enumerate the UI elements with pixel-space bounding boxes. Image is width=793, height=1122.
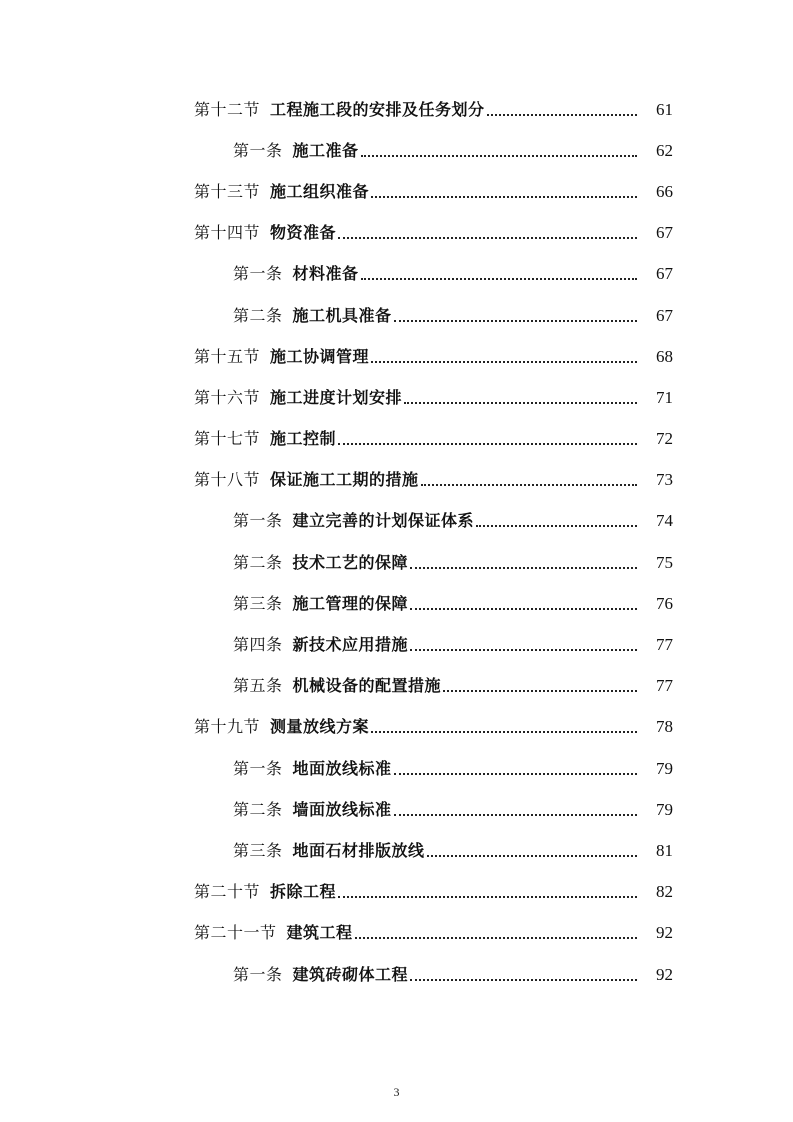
toc-entry[interactable] [0, 254, 793, 295]
toc-entry-page: 78 [656, 717, 673, 737]
toc-entry[interactable] [0, 830, 793, 871]
dot-leader [371, 731, 637, 733]
toc-entry-number: 第三条 [233, 840, 283, 860]
toc-entry-page: 79 [656, 758, 673, 778]
toc-entry[interactable] [0, 666, 793, 707]
toc-entry-number: 第十九节 [194, 717, 261, 737]
toc-entry-number: 第十六节 [194, 387, 261, 407]
toc-entry-page: 82 [656, 882, 673, 902]
toc-entry-title: 墙面放线标准 [292, 799, 392, 819]
toc-entry-page: 92 [656, 923, 673, 943]
dot-leader [338, 443, 637, 445]
toc-entry-page: 92 [656, 964, 673, 984]
dot-leader [410, 608, 637, 610]
toc-entry-title: 施工组织准备 [270, 181, 370, 201]
dot-leader [371, 196, 637, 198]
toc-entry-page: 61 [656, 99, 673, 119]
toc-entry-number: 第二十一节 [194, 923, 277, 943]
toc-entry-number: 第十三节 [194, 181, 261, 201]
toc-entry-title: 地面石材排版放线 [292, 840, 425, 860]
toc-entry-page: 77 [656, 676, 673, 696]
toc-entry-page: 77 [656, 635, 673, 655]
toc-entry-page: 62 [656, 140, 673, 160]
toc-entry-title: 施工准备 [292, 140, 359, 160]
dot-leader [427, 855, 637, 857]
toc-entry-number: 第二十节 [194, 882, 261, 902]
toc-entry-title: 施工控制 [270, 429, 337, 449]
toc-entry-title: 建筑砖砌体工程 [292, 964, 409, 984]
toc-entry[interactable] [0, 171, 793, 212]
toc-entry[interactable] [0, 130, 793, 171]
toc-entry-number: 第一条 [233, 511, 283, 531]
toc-entry-title: 技术工艺的保障 [292, 552, 409, 572]
toc-entry-title: 机械设备的配置措施 [292, 676, 442, 696]
toc-entry-title: 材料准备 [292, 264, 359, 284]
toc-entry-title: 物资准备 [270, 223, 337, 243]
toc-entry-title: 建筑工程 [286, 923, 353, 943]
dot-leader [487, 114, 637, 116]
toc-entry-title: 拆除工程 [270, 882, 337, 902]
toc-entry-number: 第四条 [233, 635, 283, 655]
toc-entry-number: 第一条 [233, 264, 283, 284]
toc-entry-page: 75 [656, 552, 673, 572]
dot-leader [410, 567, 637, 569]
dot-leader [410, 649, 637, 651]
table-of-contents [0, 89, 793, 995]
toc-entry[interactable] [0, 872, 793, 913]
dot-leader [476, 525, 637, 527]
toc-entry[interactable] [0, 748, 793, 789]
dot-leader [421, 484, 637, 486]
toc-entry-page: 71 [656, 387, 673, 407]
toc-entry[interactable] [0, 89, 793, 130]
toc-entry-number: 第二条 [233, 552, 283, 572]
toc-entry[interactable] [0, 377, 793, 418]
toc-entry-title: 施工协调管理 [270, 346, 370, 366]
dot-leader [361, 278, 637, 280]
toc-entry-number: 第十四节 [194, 223, 261, 243]
toc-entry-number: 第十七节 [194, 429, 261, 449]
toc-entry-page: 79 [656, 799, 673, 819]
toc-entry[interactable] [0, 542, 793, 583]
toc-entry-number: 第三条 [233, 593, 283, 613]
toc-entry[interactable] [0, 336, 793, 377]
dot-leader [338, 896, 637, 898]
page-number: 3 [393, 1085, 400, 1099]
toc-entry-number: 第一条 [233, 758, 283, 778]
toc-entry[interactable] [0, 419, 793, 460]
toc-entry-page: 74 [656, 511, 673, 531]
toc-entry-page: 73 [656, 470, 673, 490]
toc-entry-number: 第十二节 [194, 99, 261, 119]
toc-entry-title: 新技术应用措施 [292, 635, 409, 655]
dot-leader [404, 402, 637, 404]
toc-entry-title: 施工机具准备 [292, 305, 392, 325]
dot-leader [394, 320, 637, 322]
dot-leader [371, 361, 637, 363]
dot-leader [410, 979, 637, 981]
toc-entry[interactable] [0, 583, 793, 624]
toc-entry[interactable] [0, 707, 793, 748]
dot-leader [361, 155, 637, 157]
toc-entry-number: 第五条 [233, 676, 283, 696]
dot-leader [355, 937, 637, 939]
toc-entry-title: 地面放线标准 [292, 758, 392, 778]
toc-entry[interactable] [0, 913, 793, 954]
toc-entry-number: 第十八节 [194, 470, 261, 490]
toc-entry-title: 测量放线方案 [270, 717, 370, 737]
toc-entry[interactable] [0, 295, 793, 336]
toc-entry-page: 68 [656, 346, 673, 366]
toc-entry-title: 建立完善的计划保证体系 [292, 511, 475, 531]
dot-leader [394, 773, 637, 775]
toc-entry-page: 81 [656, 840, 673, 860]
dot-leader [338, 237, 637, 239]
toc-entry-number: 第一条 [233, 140, 283, 160]
toc-entry-title: 施工管理的保障 [292, 593, 409, 613]
dot-leader [443, 690, 637, 692]
toc-entry[interactable] [0, 460, 793, 501]
toc-entry[interactable] [0, 501, 793, 542]
toc-entry-number: 第二条 [233, 305, 283, 325]
toc-entry-number: 第一条 [233, 964, 283, 984]
toc-entry[interactable] [0, 624, 793, 665]
toc-entry[interactable] [0, 954, 793, 995]
toc-entry[interactable] [0, 213, 793, 254]
toc-entry-title: 施工进度计划安排 [270, 387, 403, 407]
toc-entry-title: 工程施工段的安排及任务划分 [270, 99, 485, 119]
toc-entry-page: 67 [656, 305, 673, 325]
toc-entry-page: 76 [656, 593, 673, 613]
toc-entry-page: 72 [656, 429, 673, 449]
toc-entry-number: 第十五节 [194, 346, 261, 366]
toc-entry-page: 66 [656, 181, 673, 201]
toc-entry-number: 第二条 [233, 799, 283, 819]
dot-leader [394, 814, 637, 816]
toc-entry-page: 67 [656, 223, 673, 243]
toc-entry-title: 保证施工工期的措施 [270, 470, 419, 490]
toc-entry[interactable] [0, 789, 793, 830]
toc-entry-page: 67 [656, 264, 673, 284]
